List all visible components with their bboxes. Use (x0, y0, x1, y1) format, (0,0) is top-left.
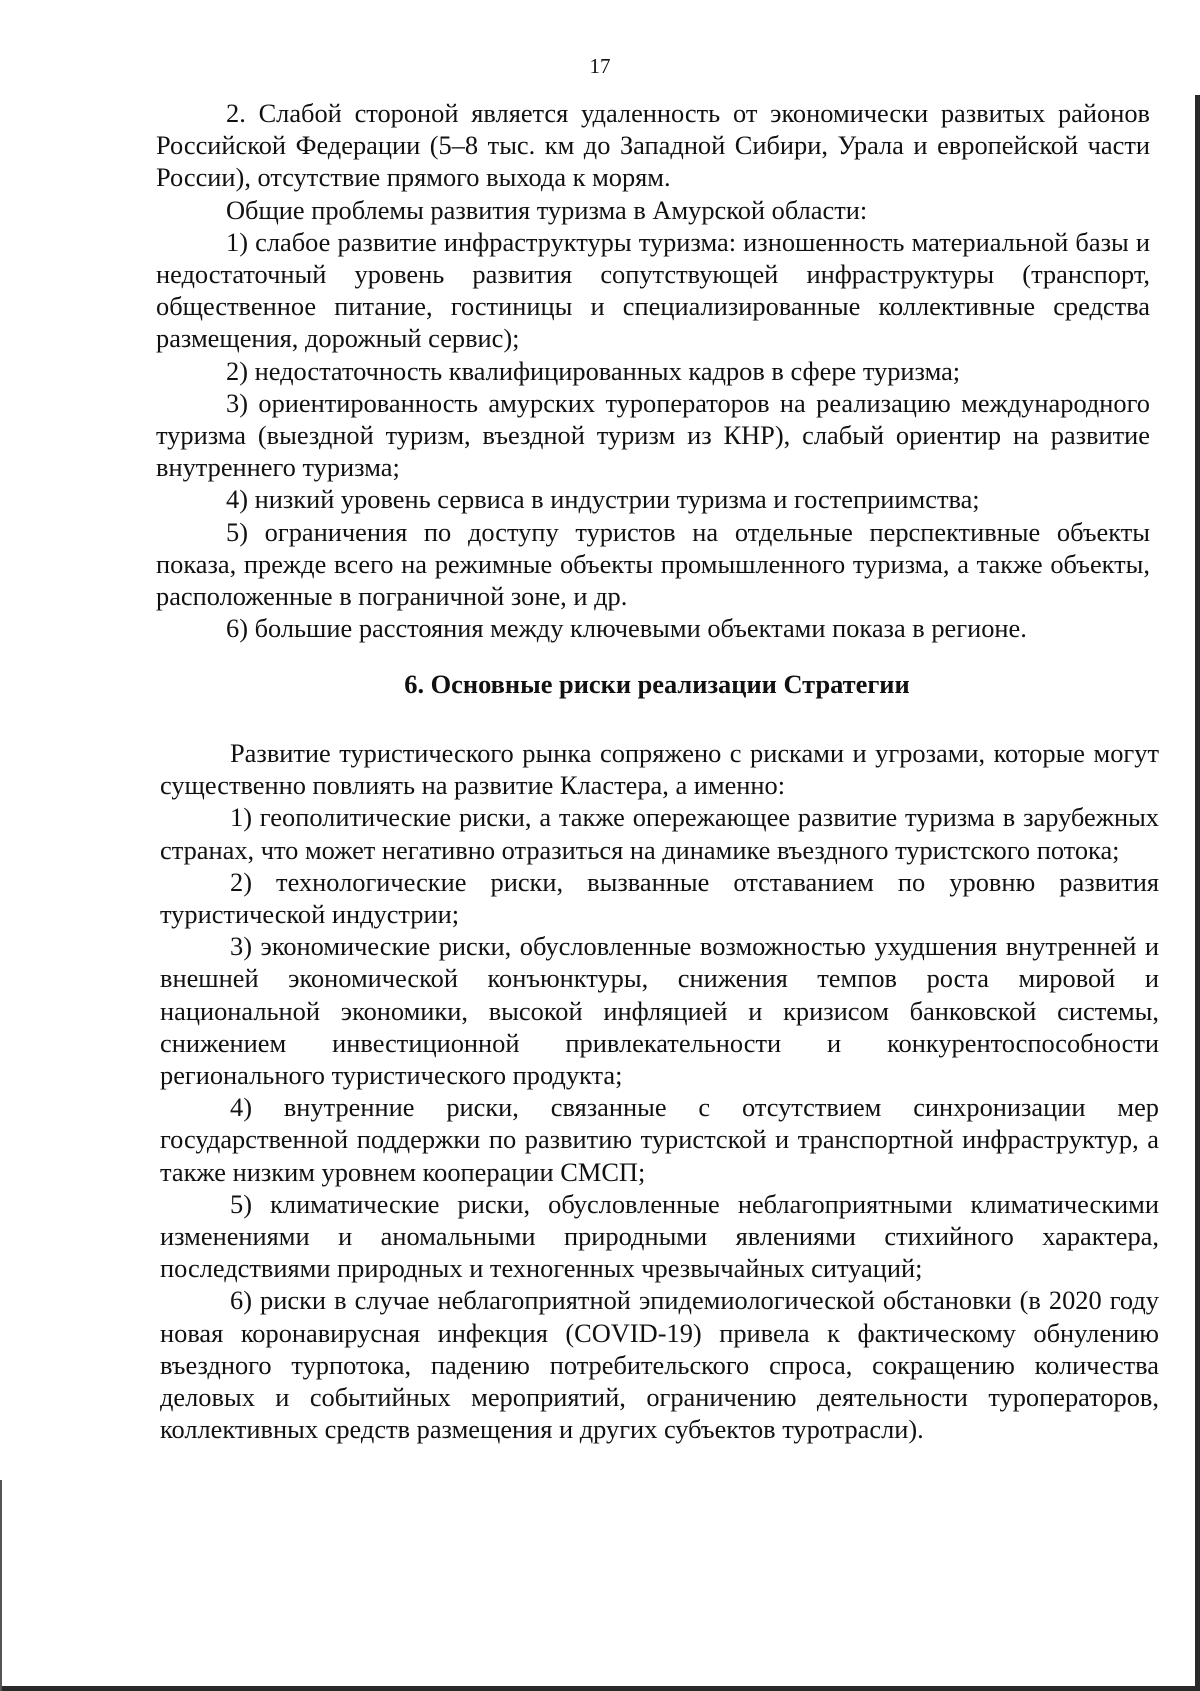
list-item: 3) ориентированность амурских туроператоров на реализацию международного туризма (выездной туризм, въездной туризм из КНР), слабый ориентир на развитие внутреннего туризма; (156, 387, 1150, 483)
section-heading: 6. Основные риски реализации Стратегии (404, 669, 910, 699)
list-item: 6) риски в случае неблагоприятной эпидемиологической обстановки (в 2020 году новая коронавирусная инфекция (COVID-19) привела к фактическому обнулению въездного турпотока, падению потребительского спроса, сокращению количества деловых и событийных мероприятий, ограничению деятельности туроператоров, коллективных средств размещения и других субъектов туротрасли). (160, 1285, 1159, 1445)
list-item: 6) большие расстояния между ключевыми объектами показа в регионе. (226, 613, 1027, 644)
list-item: 4) внутренние риски, связанные с отсутствием синхронизации мер государственной поддержки по развитию туристской и транспортной инфраструктур, а также низким уровнем кооперации СМСП; (160, 1092, 1159, 1187)
section-one-text (156, 97, 1150, 644)
list-item: 5) климатические риски, обусловленные неблагоприятными климатическими изменениями и аномальными природными явлениями стихийного характера, последствиями природных и техногенных чрезвычайных ситуаций; (160, 1188, 1159, 1284)
list-item: 2) технологические риски, вызванные отставанием по уровню развития туристической индустрии; (160, 866, 1159, 930)
list-item: 5) ограничения по доступу туристов на отдельные перспективные объекты показа, прежде всего на режимные объекты промышленного туризма, а также объекты, расположенные в пограничной зоне, и др. (156, 516, 1150, 612)
paragraph: Развитие туристического рынка сопряжено с рисками и угрозами, которые могут существенно повлиять на развитие Кластера, а именно: (160, 738, 1159, 801)
section-six-text (160, 737, 1159, 1445)
page-number: 17 (589, 54, 611, 78)
list-item: 2) недостаточность квалифицированных кадров в сфере туризма; (226, 355, 961, 386)
scan-edge-left (0, 1480, 2, 1691)
list-item: 1) геополитические риски, а также опережающее развитие туризма в зарубежных странах, что может негативно отразиться на динамике въездного туристского потока; (160, 802, 1159, 865)
list-item: 4) низкий уровень сервиса в индустрии туризма и гостеприимства; (226, 484, 980, 515)
list-item: 3) экономические риски, обусловленные возможностью ухудшения внутренней и внешней экономической конъюнктуры, снижения темпов роста мировой и национальной экономики, высокой инфляцией и кризисом банковской системы, снижением инвестиционной привлекательности и конкурентоспособности регионального туристического продукта; (160, 931, 1159, 1091)
paragraph: Общие проблемы развития туризма в Амурской области: (226, 194, 868, 225)
list-item: 1) слабое развитие инфраструктуры туризма: изношенность материальной базы и недостаточный уровень развития сопутствующей инфраструктуры (транспорт, общественное питание, гостиницы и специализированные коллективные средства размещения, дорожный сервис); (156, 226, 1150, 354)
paragraph: 2. Слабой стороной является удаленность от экономически развитых районов Российской Федерации (5–8 тыс. км до Западной Сибири, Урала и европейской части России), отсутствие прямого выхода к морям. (156, 98, 1150, 193)
scan-edge-right (1195, 95, 1200, 1691)
scan-edge-bottom (0, 1686, 1200, 1691)
